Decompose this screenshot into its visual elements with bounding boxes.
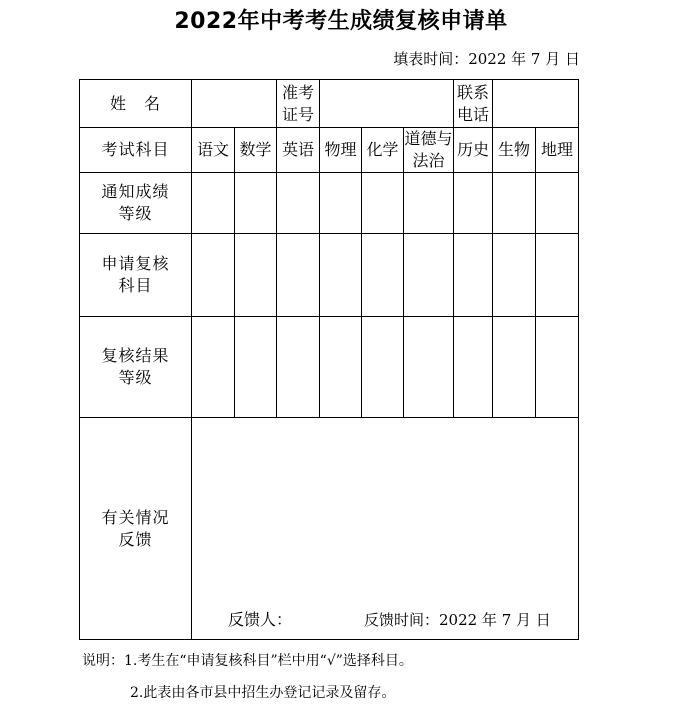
result-cell[interactable] [235, 317, 277, 418]
exam-id-label-line2: 证号 [281, 104, 314, 124]
grade-cell[interactable] [454, 173, 493, 234]
exam-id-label-line1: 准考 [281, 82, 314, 102]
form-row-subjects [80, 128, 579, 173]
subject-header: 语文 [192, 128, 235, 173]
form-row-review-result [80, 317, 579, 418]
name-field[interactable] [192, 80, 277, 128]
grade-cell[interactable] [277, 173, 320, 234]
feedback-area[interactable] [192, 418, 579, 640]
grade-cell[interactable] [320, 173, 362, 234]
subject-header: 生物 [493, 128, 536, 173]
note-line-1: 说明：1.考生在“申请复核科目”栏中用“√”选择科目。 [82, 653, 413, 669]
subject-header: 物理 [320, 128, 362, 173]
result-cell[interactable] [362, 317, 404, 418]
apply-check-cell[interactable] [493, 234, 536, 317]
subject-header: 英语 [277, 128, 320, 173]
grade-cell[interactable] [362, 173, 404, 234]
grade-cell[interactable] [192, 173, 235, 234]
note-line-2: 2.此表由各市县中招生办登记记录及留存。 [130, 685, 396, 701]
notified-grade-label-line2: 等级 [118, 204, 153, 223]
result-cell[interactable] [536, 317, 579, 418]
apply-check-cell[interactable] [235, 234, 277, 317]
apply-check-cell[interactable] [454, 234, 493, 317]
apply-review-label-line1: 申请复核 [101, 254, 170, 273]
form-row-info [80, 80, 579, 128]
result-cell[interactable] [320, 317, 362, 418]
review-result-label-line2: 等级 [118, 368, 153, 387]
apply-review-label [80, 234, 192, 317]
feedback-label [80, 418, 192, 640]
notified-grade-label-line1: 通知成绩 [101, 182, 170, 201]
subjects-row-label: 考试科目 [80, 128, 192, 173]
review-result-label [80, 317, 192, 418]
apply-check-cell[interactable] [192, 234, 235, 317]
feedback-time-label: 反馈时间：2022 年 7 月 日 [364, 611, 551, 629]
subject-header: 化学 [362, 128, 404, 173]
name-label: 姓 名 [80, 80, 192, 128]
fill-date: 填表时间：2022 年 7 月 日 [393, 50, 580, 68]
apply-check-cell[interactable] [277, 234, 320, 317]
result-cell[interactable] [404, 317, 454, 418]
grade-cell[interactable] [235, 173, 277, 234]
subject-header: 历史 [454, 128, 493, 173]
phone-label-line1: 联系 [456, 82, 489, 102]
review-result-label-line1: 复核结果 [101, 346, 170, 365]
page-title: 2022年中考考生成绩复核申请单 [174, 9, 508, 34]
feedback-label-line1: 有关情况 [101, 507, 170, 527]
feedback-person-label: 反馈人： [228, 610, 293, 629]
apply-check-cell[interactable] [320, 234, 362, 317]
apply-check-cell[interactable] [362, 234, 404, 317]
apply-review-label-line2: 科目 [118, 276, 153, 295]
form-row-feedback [80, 418, 579, 640]
grade-cell[interactable] [493, 173, 536, 234]
grade-cell[interactable] [536, 173, 579, 234]
application-form-table [79, 79, 579, 640]
result-cell[interactable] [493, 317, 536, 418]
phone-label [454, 80, 493, 128]
apply-check-cell[interactable] [404, 234, 454, 317]
notified-grade-label [80, 173, 192, 234]
feedback-signoff [192, 609, 578, 631]
result-cell[interactable] [192, 317, 235, 418]
subject-header: 数学 [235, 128, 277, 173]
result-cell[interactable] [277, 317, 320, 418]
phone-field[interactable] [493, 80, 579, 128]
exam-id-label [277, 80, 320, 128]
result-cell[interactable] [454, 317, 493, 418]
grade-cell[interactable] [404, 173, 454, 234]
form-row-notified-grade [80, 173, 579, 234]
form-row-apply-review [80, 234, 579, 317]
feedback-label-line2: 反馈 [118, 529, 153, 549]
subject-header: 地理 [536, 128, 579, 173]
exam-id-field[interactable] [320, 80, 454, 128]
apply-check-cell[interactable] [536, 234, 579, 317]
subject-header: 道德与法治 [404, 128, 454, 173]
phone-label-line2: 电话 [456, 104, 489, 124]
